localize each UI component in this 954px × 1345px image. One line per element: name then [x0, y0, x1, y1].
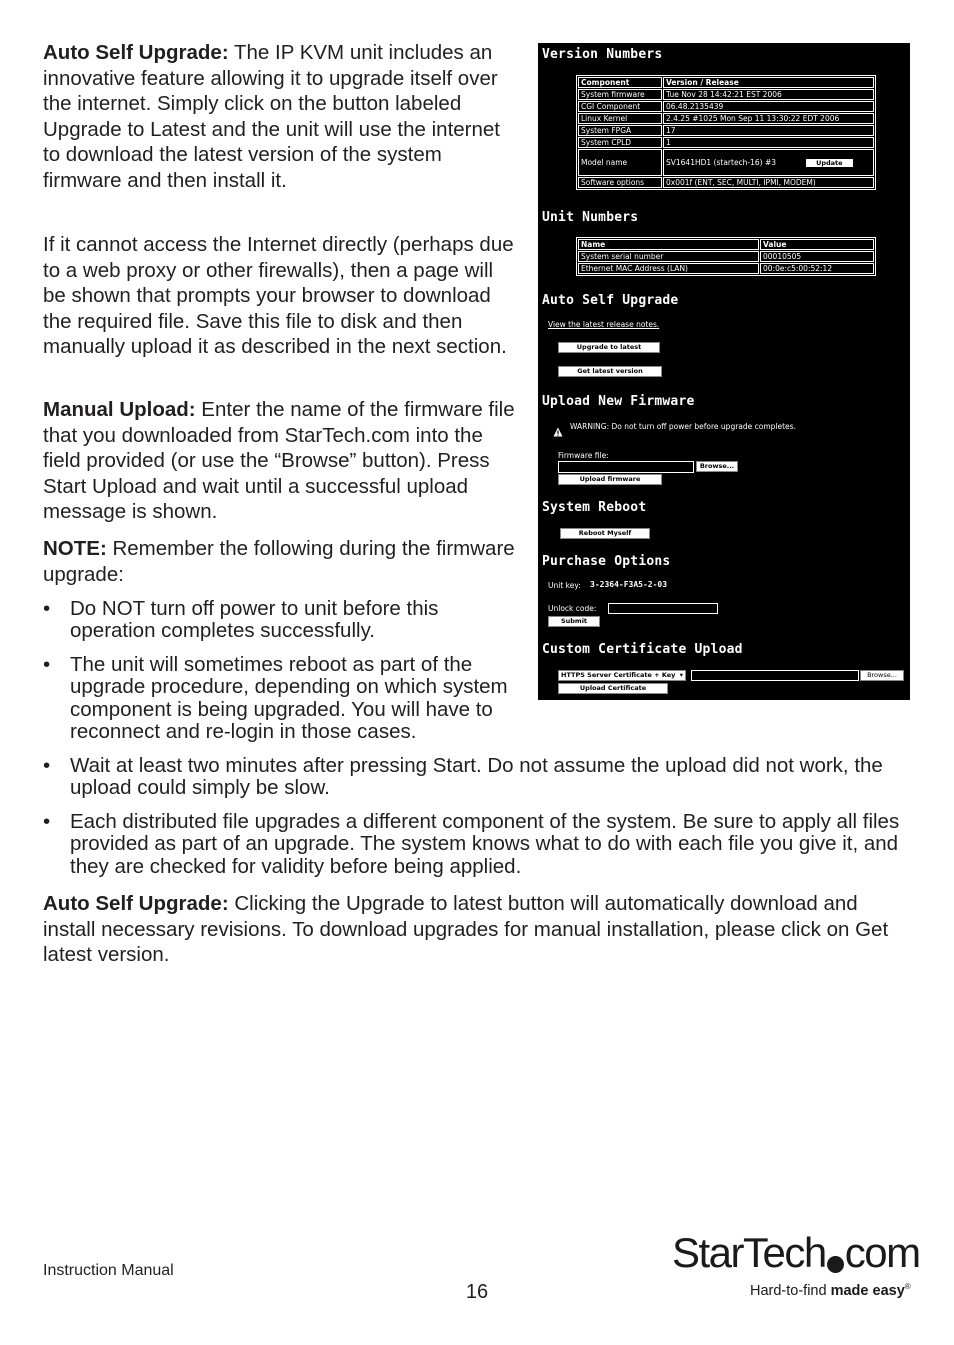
table-cell: Ethernet MAC Address (LAN) [578, 263, 759, 274]
table-header-cell: Component [578, 77, 662, 88]
table-header-cell: Name [578, 239, 759, 250]
bullet-text: Wait at least two minutes after pressing Start. Do not assume the upload did not work, the upload could simply be slow. [70, 754, 883, 800]
certificate-file-input[interactable] [691, 670, 859, 681]
paragraph-text: The IP KVM unit includes an innovative feature allowing it to upgrade itself over the internet. Simply click on the button labeled Upgrade to Latest and the unit will use the internet to download the latest version of the system firmware and then install it. [43, 41, 500, 192]
table-cell: 00010505 [760, 251, 874, 262]
purchase-options-heading: Purchase Options [542, 554, 671, 569]
paragraph-auto-self-upgrade [43, 40, 521, 194]
paragraph-label: Manual Upload: [43, 398, 196, 421]
tagline-plain: Hard-to-find [750, 1282, 831, 1299]
model-name-value: SV1641HD1 (startech-16) #3 [666, 158, 777, 167]
table-header-cell: Version / Release [663, 77, 874, 88]
firmware-file-label: Firmware file: [558, 451, 609, 460]
bullet-text: The unit will sometimes reboot as part of the upgrade procedure, depending on which system component is being upgraded. You will have to reconnect and re-login in those cases. [70, 653, 508, 744]
bullet-marker: • [43, 597, 51, 620]
logo-tagline [750, 1282, 911, 1299]
logo-wordmark [672, 1229, 920, 1276]
certificate-type-value: HTTPS Server Certificate + Key [561, 671, 676, 679]
table-cell: 0x001f (ENT, SEC, MULTI, IPMI, MODEM) [663, 177, 874, 188]
table-cell: Software options [578, 177, 662, 188]
table-cell: 1 [663, 137, 874, 148]
paragraph-text: Remember the following during the firmware upgrade: [43, 537, 515, 586]
table-header-row [578, 239, 874, 250]
upload-certificate-button[interactable]: Upload Certificate [558, 683, 668, 694]
get-latest-version-button[interactable]: Get latest version [558, 366, 662, 377]
table-row [578, 101, 874, 112]
table-cell: Linux Kernel [578, 113, 662, 124]
unit-key-label: Unit key: [548, 581, 581, 590]
warning-text: WARNING: Do not turn off power before upgrade completes. [570, 422, 796, 431]
paragraph-label: NOTE: [43, 537, 107, 560]
tagline-bold: made easy [830, 1282, 905, 1299]
table-cell: 00:0e:c5:00:52:12 [760, 263, 874, 274]
logo-dot-icon [827, 1256, 844, 1273]
upload-firmware-button[interactable]: Upload firmware [558, 474, 662, 485]
bullet-text: Do NOT turn off power to unit before this operation completes successfully. [70, 597, 439, 643]
paragraph-auto-self-upgrade-2 [43, 891, 915, 968]
bullet-text: Each distributed file upgrades a different component of the system. Be sure to apply all files provided as part of an upgrade. The system knows what to do with each file you give it, and they are checked for validity before being applied. [70, 810, 900, 878]
table-header-cell: Value [760, 239, 874, 250]
table-cell: 2.4.25 #1025 Mon Sep 11 13:30:22 EDT 2006 [663, 113, 874, 124]
upgrade-to-latest-button[interactable]: Upgrade to latest [558, 342, 660, 353]
firmware-page-screenshot [538, 43, 910, 700]
table-row [578, 263, 874, 274]
paragraph-label: Auto Self Upgrade: [43, 41, 229, 64]
update-button[interactable]: Update [806, 159, 853, 167]
table-cell [663, 149, 874, 176]
custom-certificate-heading: Custom Certificate Upload [542, 642, 743, 657]
table-cell: 06.48.2135439 [663, 101, 874, 112]
unit-numbers-heading: Unit Numbers [542, 210, 639, 225]
bullet-marker: • [43, 754, 51, 777]
table-cell: CGI Component [578, 101, 662, 112]
page-number: 16 [465, 1281, 489, 1303]
release-notes-link[interactable]: View the latest release notes. [548, 320, 660, 329]
startech-logo [672, 1229, 920, 1299]
bullet-item [43, 598, 493, 643]
table-cell: Tue Nov 28 14:42:21 EST 2006 [663, 89, 874, 100]
table-cell: System CPLD [578, 137, 662, 148]
table-row [578, 251, 874, 262]
paragraph-manual-upload [43, 397, 521, 525]
upload-new-firmware-heading: Upload New Firmware [542, 394, 695, 409]
table-row [578, 137, 874, 148]
certificate-type-select[interactable] [558, 670, 686, 681]
bullet-marker: • [43, 653, 51, 676]
registered-mark: ® [904, 1282, 911, 1291]
table-row [578, 177, 874, 188]
auto-self-upgrade-heading: Auto Self Upgrade [542, 293, 679, 308]
paragraph-label: Auto Self Upgrade: [43, 892, 229, 915]
unlock-code-input[interactable] [608, 603, 718, 614]
table-cell: System firmware [578, 89, 662, 100]
paragraph-note [43, 536, 521, 587]
submit-button[interactable]: Submit [548, 616, 600, 627]
bullet-item [43, 811, 915, 878]
version-table [576, 75, 876, 190]
paragraph-internet-access [43, 232, 521, 360]
table-row [578, 125, 874, 136]
unlock-code-label: Unlock code: [548, 604, 597, 613]
unit-key-value: 3-2364-F3A5-2-03 [590, 580, 668, 589]
system-reboot-heading: System Reboot [542, 500, 647, 515]
browse-button[interactable]: Browse... [696, 461, 738, 472]
logo-word-left: StarTech [672, 1229, 826, 1276]
warning-icon [553, 427, 563, 437]
paragraph-text: If it cannot access the Internet directly (perhaps due to a web proxy or other firewalls), then a page will be shown that prompts your browser to download the required file. Save this file to disk and then manually upload it as described in the next section. [43, 233, 514, 359]
table-header-row [578, 77, 874, 88]
table-row [578, 113, 874, 124]
bullet-marker: • [43, 810, 51, 833]
bullet-item [43, 654, 573, 744]
table-cell: System serial number [578, 251, 759, 262]
version-numbers-heading: Version Numbers [542, 47, 663, 62]
footer-label: Instruction Manual [43, 1262, 174, 1279]
table-row [578, 89, 874, 100]
reboot-myself-button[interactable]: Reboot Myself [560, 528, 650, 539]
table-cell: Model name [578, 149, 662, 176]
paragraph-text: Enter the name of the firmware file that you downloaded from StarTech.com into the field provided (or use the “Browse” button). Press Start Upload and wait until a successful upload message is shown. [43, 398, 515, 524]
chevron-down-icon: ▾ [679, 671, 683, 679]
firmware-file-input[interactable] [558, 461, 694, 473]
table-cell: System FPGA [578, 125, 662, 136]
bullet-item [43, 755, 915, 800]
paragraph-text: Clicking the Upgrade to latest button will automatically download and install necessary revisions. To download upgrades for manual installation, please click on Get latest version. [43, 892, 889, 967]
table-cell: 17 [663, 125, 874, 136]
certificate-browse-button[interactable]: Browse... [860, 670, 904, 681]
unit-table [576, 237, 876, 276]
table-row [578, 149, 874, 176]
logo-word-right: com [844, 1229, 920, 1276]
